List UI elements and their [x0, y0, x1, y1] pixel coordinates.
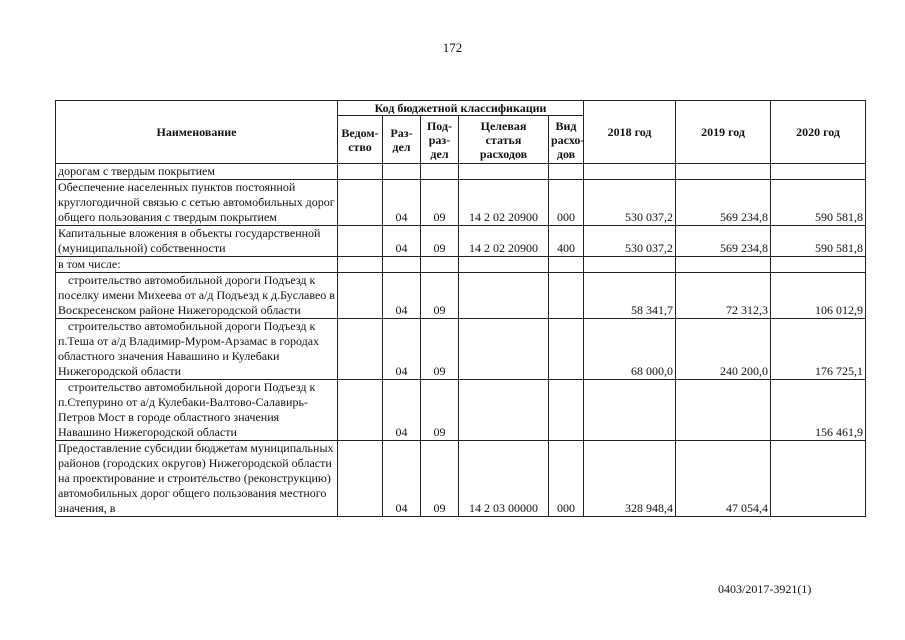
row-target [459, 380, 549, 441]
row-ved [338, 441, 383, 517]
table-row [56, 319, 866, 380]
table-row [56, 164, 866, 180]
row-ved [338, 319, 383, 380]
header-vedomstvo: Ведом- ство [338, 116, 383, 164]
header-classification: Код бюджетной классификации [338, 101, 584, 116]
row-vid [549, 380, 584, 441]
table-row [56, 441, 866, 517]
row-name: дорогам с твердым покрытием [56, 164, 338, 180]
header-2019: 2019 год [676, 101, 771, 164]
budget-table [55, 100, 866, 517]
row-2019: 72 312,3 [676, 273, 771, 319]
row-2020 [771, 257, 866, 273]
row-ved [338, 180, 383, 226]
row-podrazdel: 09 [421, 441, 459, 517]
row-podrazdel: 09 [421, 180, 459, 226]
row-ved [338, 257, 383, 273]
document-code: 0403/2017-3921(1) [718, 582, 812, 596]
row-2018 [584, 380, 676, 441]
row-razdel [383, 164, 421, 180]
row-2019 [676, 257, 771, 273]
row-razdel: 04 [383, 380, 421, 441]
row-razdel: 04 [383, 226, 421, 257]
table-row [56, 380, 866, 441]
row-name: Капитальные вложения в объекты государственной (муниципальной) собственности [56, 226, 338, 257]
header-2020: 2020 год [771, 101, 866, 164]
row-ved [338, 226, 383, 257]
row-name: Обеспечение населенных пунктов постоянной круглогодичной связью с сетью автомобильных дорог общего пользования с твердым покрытием [56, 180, 338, 226]
row-ved [338, 380, 383, 441]
row-2020: 156 461,9 [771, 380, 866, 441]
row-2020: 176 725,1 [771, 319, 866, 380]
row-2019: 569 234,8 [676, 226, 771, 257]
row-podrazdel [421, 164, 459, 180]
row-2020: 590 581,8 [771, 226, 866, 257]
row-2019: 47 054,4 [676, 441, 771, 517]
row-vid [549, 257, 584, 273]
row-name: строительство автомобильной дороги Подъезд к п.Теша от а/д Владимир-Муром-Арзамас в городах областного значения Навашино и Кулебаки Нижегородской области [56, 319, 338, 380]
row-2018: 68 000,0 [584, 319, 676, 380]
row-target: 14 2 03 00000 [459, 441, 549, 517]
row-podrazdel: 09 [421, 226, 459, 257]
row-podrazdel: 09 [421, 319, 459, 380]
row-vid: 000 [549, 180, 584, 226]
header-target: Целевая статья расходов [459, 116, 549, 164]
row-podrazdel: 09 [421, 380, 459, 441]
row-vid [549, 164, 584, 180]
row-2018 [584, 257, 676, 273]
header-razdel: Раз- дел [383, 116, 421, 164]
row-2018: 58 341,7 [584, 273, 676, 319]
row-name: строительство автомобильной дороги Подъезд к поселку имени Михеева от а/д Подъезд к д.Буславео в Воскресенском районе Нижегородской области [56, 273, 338, 319]
row-podrazdel [421, 257, 459, 273]
row-2018: 328 948,4 [584, 441, 676, 517]
row-target: 14 2 02 20900 [459, 226, 549, 257]
row-razdel: 04 [383, 180, 421, 226]
row-target [459, 319, 549, 380]
row-vid [549, 319, 584, 380]
row-razdel: 04 [383, 273, 421, 319]
row-2018 [584, 164, 676, 180]
row-target [459, 164, 549, 180]
row-2019 [676, 164, 771, 180]
row-2019: 569 234,8 [676, 180, 771, 226]
row-razdel [383, 257, 421, 273]
row-razdel: 04 [383, 441, 421, 517]
row-target [459, 273, 549, 319]
row-ved [338, 273, 383, 319]
header-2018: 2018 год [584, 101, 676, 164]
header-vid: Вид расхо- дов [549, 116, 584, 164]
row-2020 [771, 441, 866, 517]
row-name: Предоставление субсидии бюджетам муниципальных районов (городских округов) Нижегородской области на проектирование и строительство (реконструкцию) автомобильных дорог общего пользования местного значения, в [56, 441, 338, 517]
row-razdel: 04 [383, 319, 421, 380]
row-target [459, 257, 549, 273]
header-name: Наименование [56, 101, 338, 164]
page-number: 172 [442, 40, 463, 55]
table-row [56, 180, 866, 226]
row-2018: 530 037,2 [584, 226, 676, 257]
row-name: в том числе: [56, 257, 338, 273]
row-2020 [771, 164, 866, 180]
row-2020: 590 581,8 [771, 180, 866, 226]
row-2018: 530 037,2 [584, 180, 676, 226]
row-2019 [676, 380, 771, 441]
row-target: 14 2 02 20900 [459, 180, 549, 226]
row-2020: 106 012,9 [771, 273, 866, 319]
row-vid: 000 [549, 441, 584, 517]
row-vid: 400 [549, 226, 584, 257]
row-ved [338, 164, 383, 180]
row-2019: 240 200,0 [676, 319, 771, 380]
table-row [56, 257, 866, 273]
row-vid [549, 273, 584, 319]
header-podrazdel: Под- раз- дел [421, 116, 459, 164]
table-row [56, 226, 866, 257]
row-podrazdel: 09 [421, 273, 459, 319]
table-row [56, 273, 866, 319]
row-name: строительство автомобильной дороги Подъезд к п.Степурино от а/д Кулебаки-Валтово-Салавирь-Петров Мост в городе областного значения Навашино Нижегородской области [56, 380, 338, 441]
